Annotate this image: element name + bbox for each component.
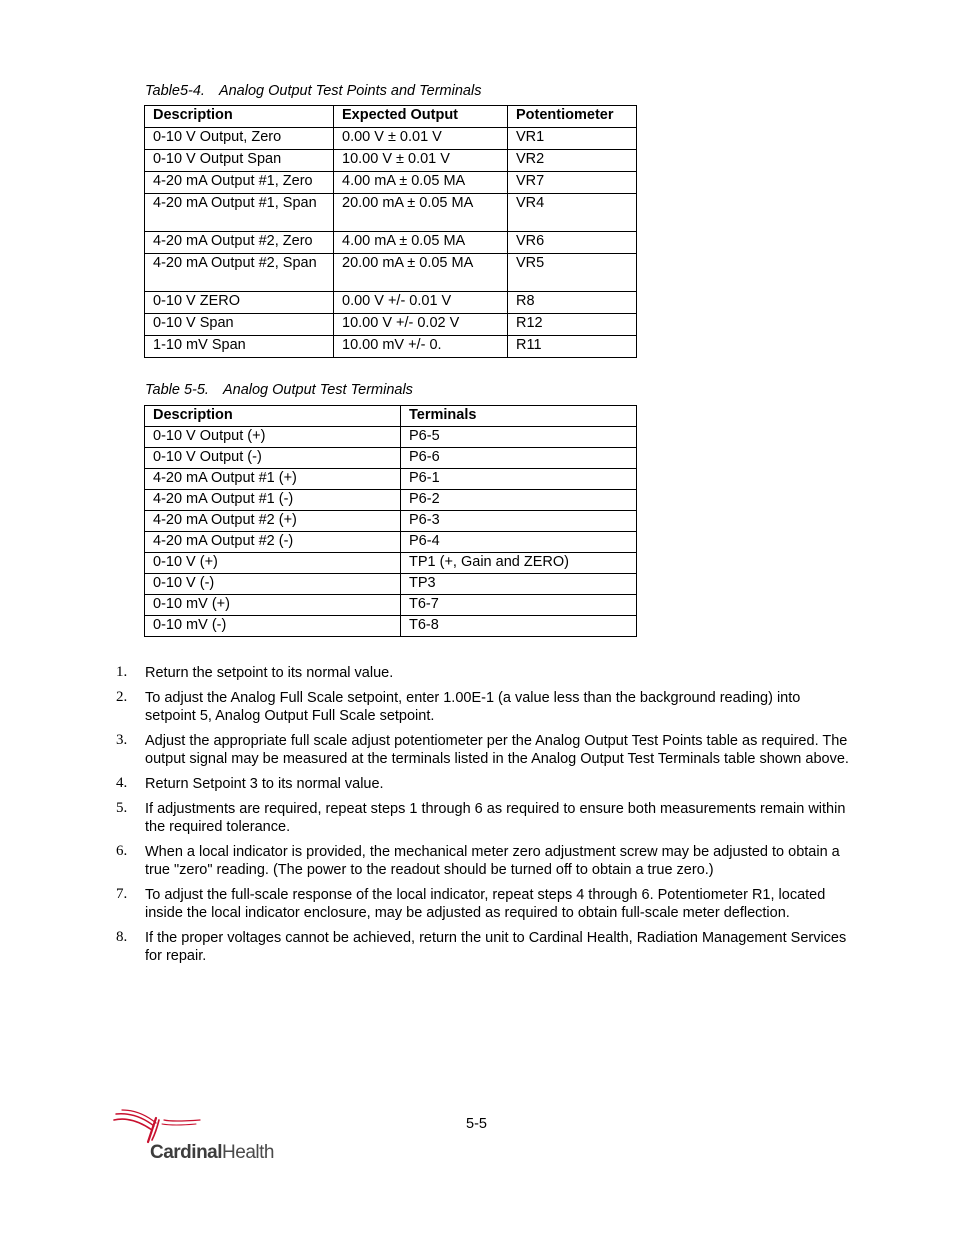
table-row bbox=[145, 469, 637, 490]
table1-caption bbox=[145, 83, 481, 99]
analog-output-test-terminals-table bbox=[144, 405, 637, 637]
table2-caption-title: Analog Output Test Terminals bbox=[222, 382, 413, 398]
table-row bbox=[145, 336, 637, 358]
step-number: 5. bbox=[116, 800, 128, 816]
cell-terminals: T6-8 bbox=[401, 616, 637, 637]
cell-description: 4-20 mA Output #2, Zero bbox=[145, 232, 334, 254]
procedure-steps-list bbox=[0, 664, 954, 972]
cell-terminals: P6-4 bbox=[401, 532, 637, 553]
cell-description: 0-10 V ZERO bbox=[145, 292, 334, 314]
cell-description: 0-10 V (+) bbox=[145, 553, 401, 574]
cell-description: 4-20 mA Output #1, Span bbox=[145, 194, 334, 232]
table1-caption-title: Analog Output Test Points and Terminals bbox=[218, 83, 482, 99]
table-row bbox=[145, 595, 637, 616]
step-text: If the proper voltages cannot be achieved, return the unit to Cardinal Health, Radiation Management Services for repair. bbox=[145, 930, 847, 964]
cell-terminals: P6-5 bbox=[401, 427, 637, 448]
list-item bbox=[0, 843, 954, 879]
cell-terminals: P6-6 bbox=[401, 448, 637, 469]
table-row bbox=[145, 553, 637, 574]
cell-potentiometer: VR1 bbox=[508, 128, 637, 150]
list-item bbox=[0, 929, 954, 965]
table-row bbox=[145, 232, 637, 254]
cell-expected-output: 0.00 V ± 0.01 V bbox=[334, 128, 508, 150]
table1-caption-label: Table5-4. bbox=[145, 83, 205, 99]
header-description: Description bbox=[145, 106, 334, 128]
cell-potentiometer: R8 bbox=[508, 292, 637, 314]
cell-terminals: P6-1 bbox=[401, 469, 637, 490]
cell-description: 4-20 mA Output #1 (+) bbox=[145, 469, 401, 490]
cell-description: 0-10 V (-) bbox=[145, 574, 401, 595]
logo-wordmark bbox=[150, 1142, 274, 1164]
step-text: When a local indicator is provided, the mechanical meter zero adjustment screw may be adjusted to obtain a true "zero" reading. (The power to the readout should be turned off to obtain a true zero.) bbox=[145, 844, 840, 878]
cell-description: 0-10 V Output, Zero bbox=[145, 128, 334, 150]
step-text: Return Setpoint 3 to its normal value. bbox=[145, 776, 384, 792]
table-row bbox=[145, 490, 637, 511]
analog-output-test-points-table bbox=[144, 105, 637, 358]
cell-description: 4-20 mA Output #2 (-) bbox=[145, 532, 401, 553]
logo-word-health: Health bbox=[222, 1142, 274, 1163]
cell-description: 4-20 mA Output #2 (+) bbox=[145, 511, 401, 532]
cell-expected-output: 4.00 mA ± 0.05 MA bbox=[334, 172, 508, 194]
step-number: 1. bbox=[116, 664, 128, 680]
table-row bbox=[145, 532, 637, 553]
list-item bbox=[0, 800, 954, 836]
table-row bbox=[145, 172, 637, 194]
cell-description: 0-10 V Output (-) bbox=[145, 448, 401, 469]
cell-expected-output: 10.00 V ± 0.01 V bbox=[334, 150, 508, 172]
table-row bbox=[145, 150, 637, 172]
table-row bbox=[145, 128, 637, 150]
step-number: 7. bbox=[116, 886, 128, 902]
cell-terminals: TP1 (+, Gain and ZERO) bbox=[401, 553, 637, 574]
step-number: 6. bbox=[116, 843, 128, 859]
cell-description: 0-10 mV (-) bbox=[145, 616, 401, 637]
cell-expected-output: 0.00 V +/- 0.01 V bbox=[334, 292, 508, 314]
table2-caption-label: Table 5-5. bbox=[145, 382, 209, 398]
cell-expected-output: 20.00 mA ± 0.05 MA bbox=[334, 254, 508, 292]
table-row bbox=[145, 511, 637, 532]
list-item bbox=[0, 775, 954, 793]
cell-description: 0-10 V Span bbox=[145, 314, 334, 336]
cell-potentiometer: VR5 bbox=[508, 254, 637, 292]
cell-terminals: P6-2 bbox=[401, 490, 637, 511]
cell-potentiometer: VR4 bbox=[508, 194, 637, 232]
cell-description: 1-10 mV Span bbox=[145, 336, 334, 358]
header-terminals: Terminals bbox=[401, 406, 637, 427]
header-potentiometer: Potentiometer bbox=[508, 106, 637, 128]
page-number: 5-5 bbox=[466, 1116, 487, 1132]
header-expected-output: Expected Output bbox=[334, 106, 508, 128]
table-row bbox=[145, 616, 637, 637]
cell-potentiometer: R12 bbox=[508, 314, 637, 336]
cell-expected-output: 10.00 V +/- 0.02 V bbox=[334, 314, 508, 336]
cell-description: 0-10 V Output (+) bbox=[145, 427, 401, 448]
cell-description: 0-10 mV (+) bbox=[145, 595, 401, 616]
step-number: 3. bbox=[116, 732, 128, 748]
table2-caption bbox=[145, 382, 413, 398]
step-text: Return the setpoint to its normal value. bbox=[145, 665, 394, 681]
cell-expected-output: 10.00 mV +/- 0. bbox=[334, 336, 508, 358]
step-text: Adjust the appropriate full scale adjust potentiometer per the Analog Output Test Points table as required. The output signal may be measured at the terminals listed in the Analog Output Test Terminals table shown above. bbox=[145, 733, 849, 767]
table-row bbox=[145, 254, 637, 292]
header-description: Description bbox=[145, 406, 401, 427]
list-item bbox=[0, 664, 954, 682]
cell-expected-output: 4.00 mA ± 0.05 MA bbox=[334, 232, 508, 254]
cell-terminals: P6-3 bbox=[401, 511, 637, 532]
table-row bbox=[145, 194, 637, 232]
step-number: 2. bbox=[116, 689, 128, 705]
cell-terminals: TP3 bbox=[401, 574, 637, 595]
step-number: 4. bbox=[116, 775, 128, 791]
cell-potentiometer: VR7 bbox=[508, 172, 637, 194]
list-item bbox=[0, 689, 954, 725]
table-row bbox=[145, 427, 637, 448]
cell-terminals: T6-7 bbox=[401, 595, 637, 616]
cell-potentiometer: R11 bbox=[508, 336, 637, 358]
cell-description: 4-20 mA Output #1 (-) bbox=[145, 490, 401, 511]
cell-description: 4-20 mA Output #2, Span bbox=[145, 254, 334, 292]
logo-word-cardinal: Cardinal bbox=[150, 1142, 223, 1163]
table-header-row bbox=[145, 106, 637, 128]
list-item bbox=[0, 886, 954, 922]
cell-potentiometer: VR2 bbox=[508, 150, 637, 172]
step-number: 8. bbox=[116, 929, 128, 945]
table-row bbox=[145, 314, 637, 336]
cell-expected-output: 20.00 mA ± 0.05 MA bbox=[334, 194, 508, 232]
cell-description: 4-20 mA Output #1, Zero bbox=[145, 172, 334, 194]
step-text: To adjust the full-scale response of the local indicator, repeat steps 4 through 6. Potentiometer R1, located inside the local indicator enclosure, may be adjusted as required to obtain full-scale meter deflection. bbox=[145, 887, 826, 921]
cell-potentiometer: VR6 bbox=[508, 232, 637, 254]
table-row bbox=[145, 574, 637, 595]
table-header-row bbox=[145, 406, 637, 427]
table-row bbox=[145, 448, 637, 469]
cell-description: 0-10 V Output Span bbox=[145, 150, 334, 172]
list-item bbox=[0, 732, 954, 768]
step-text: To adjust the Analog Full Scale setpoint, enter 1.00E-1 (a value less than the background reading) into setpoint 5, Analog Output Full Scale setpoint. bbox=[145, 690, 801, 724]
step-text: If adjustments are required, repeat steps 1 through 6 as required to ensure both measurements remain within the required tolerance. bbox=[145, 801, 846, 835]
table-row bbox=[145, 292, 637, 314]
